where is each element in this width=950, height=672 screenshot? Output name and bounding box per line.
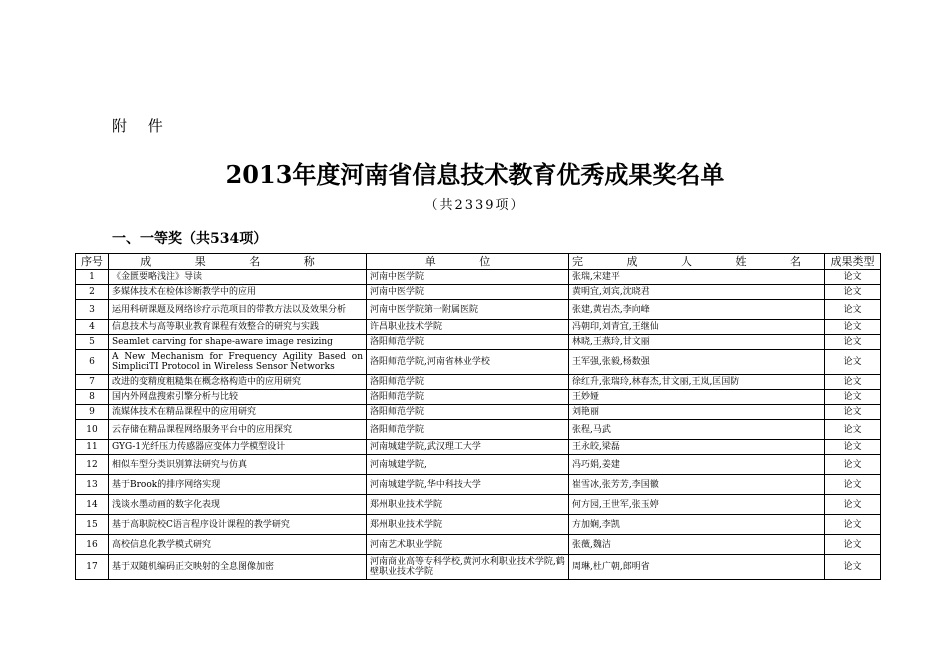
cell-title: 相似车型分类识别算法研究与仿真 (109, 455, 367, 475)
header-unit: 单 位 (367, 254, 569, 270)
cell-no: 2 (76, 285, 109, 300)
cell-type: 论文 (825, 455, 881, 475)
table-row (76, 535, 881, 555)
cell-authors: 张建,黄岩杰,李向峰 (569, 300, 825, 320)
cell-type: 论文 (825, 405, 881, 420)
cell-authors: 冯朝印,刘青宜,王继仙 (569, 320, 825, 335)
cell-title: GYG-1光纤压力传感器应变体力学模型设计 (109, 440, 367, 455)
cell-no: 17 (76, 555, 109, 580)
table-row (76, 390, 881, 405)
cell-title: 基于双随机编码正交映射的全息图像加密 (109, 555, 367, 580)
cell-unit: 河南中医学院 (367, 285, 569, 300)
cell-type: 论文 (825, 335, 881, 350)
table-row (76, 495, 881, 515)
cell-authors: 何方园,王世军,张玉婷 (569, 495, 825, 515)
cell-authors: 黄明宜,刘宾,沈晓君 (569, 285, 825, 300)
cell-no: 11 (76, 440, 109, 455)
cell-no: 12 (76, 455, 109, 475)
cell-no: 5 (76, 335, 109, 350)
cell-authors: 王妙娅 (569, 390, 825, 405)
cell-type: 论文 (825, 515, 881, 535)
table-row (76, 320, 881, 335)
cell-type: 论文 (825, 300, 881, 320)
cell-no: 10 (76, 420, 109, 440)
cell-unit: 洛阳师范学院 (367, 420, 569, 440)
cell-no: 7 (76, 375, 109, 390)
table-header-row (76, 254, 881, 270)
cell-title: A New Mechanism for Frequency Agility Based on SimpliciTI Protocol in Wireless Sensor Networks (109, 350, 367, 375)
cell-unit: 洛阳师范学院 (367, 335, 569, 350)
cell-title: 基于Brook的排序网络实现 (109, 475, 367, 495)
cell-no: 3 (76, 300, 109, 320)
cell-authors: 徐红升,张瑞玲,林春杰,甘文丽,王岚,匡国防 (569, 375, 825, 390)
cell-title: 《金匮要略浅注》导读 (109, 270, 367, 285)
cell-type: 论文 (825, 535, 881, 555)
cell-authors: 冯巧娟,姜建 (569, 455, 825, 475)
table-row (76, 335, 881, 350)
cell-authors: 张瑞,宋建平 (569, 270, 825, 285)
cell-type: 论文 (825, 390, 881, 405)
header-no: 序号 (76, 254, 109, 270)
cell-title: 基于高职院校C语言程序设计课程的教学研究 (109, 515, 367, 535)
table-row (76, 475, 881, 495)
cell-unit: 洛阳师范学院 (367, 390, 569, 405)
cell-unit: 郑州职业技术学院 (367, 495, 569, 515)
cell-authors: 王军强,张毅,杨数强 (569, 350, 825, 375)
cell-unit: 洛阳师范学院 (367, 405, 569, 420)
cell-no: 16 (76, 535, 109, 555)
cell-unit: 许昌职业技术学院 (367, 320, 569, 335)
cell-unit: 洛阳师范学院,河南省林业学校 (367, 350, 569, 375)
table-row (76, 285, 881, 300)
cell-authors: 张薇,魏洁 (569, 535, 825, 555)
cell-no: 1 (76, 270, 109, 285)
table-row (76, 405, 881, 420)
header-type: 成果类型 (825, 254, 881, 270)
cell-type: 论文 (825, 320, 881, 335)
cell-no: 14 (76, 495, 109, 515)
cell-authors: 林晓,王燕玲,甘文丽 (569, 335, 825, 350)
cell-title: 改进的变精度粗糙集在概念格构造中的应用研究 (109, 375, 367, 390)
cell-unit: 河南中医学院第一附属医院 (367, 300, 569, 320)
cell-authors: 崔雪冰,张芳芳,李国徽 (569, 475, 825, 495)
cell-no: 9 (76, 405, 109, 420)
cell-unit: 河南中医学院 (367, 270, 569, 285)
cell-unit: 河南城建学院, (367, 455, 569, 475)
header-title: 成 果 名 称 (109, 254, 367, 270)
cell-type: 论文 (825, 270, 881, 285)
cell-authors: 方加娴,李凯 (569, 515, 825, 535)
document-title: 2013年度河南省信息技术教育优秀成果奖名单 (225, 160, 725, 189)
cell-type: 论文 (825, 350, 881, 375)
document-subtitle: （共2339项） (424, 198, 526, 213)
header-authors: 完 成 人 姓 名 (569, 254, 825, 270)
cell-authors: 刘艳丽 (569, 405, 825, 420)
cell-title: Seamlet carving for shape-aware image resizing (109, 335, 367, 350)
table-row (76, 350, 881, 375)
attachment-label: 附 件 (112, 117, 171, 135)
cell-unit: 河南城建学院,华中科技大学 (367, 475, 569, 495)
cell-title: 浅谈水墨动画的数字化表现 (109, 495, 367, 515)
cell-unit: 洛阳师范学院 (367, 375, 569, 390)
table-row (76, 515, 881, 535)
cell-unit: 河南城建学院,武汉理工大学 (367, 440, 569, 455)
cell-type: 论文 (825, 420, 881, 440)
table-row (76, 270, 881, 285)
cell-unit: 郑州职业技术学院 (367, 515, 569, 535)
table-row (76, 455, 881, 475)
cell-type: 论文 (825, 555, 881, 580)
section-heading: 一、一等奖（共534项） (112, 231, 268, 247)
cell-title: 高校信息化教学模式研究 (109, 535, 367, 555)
table-row (76, 375, 881, 390)
cell-unit: 河南艺术职业学院 (367, 535, 569, 555)
table-row (76, 300, 881, 320)
cell-no: 6 (76, 350, 109, 375)
cell-authors: 王永皎,梁磊 (569, 440, 825, 455)
cell-title: 云存储在精品课程网络服务平台中的应用探究 (109, 420, 367, 440)
cell-type: 论文 (825, 475, 881, 495)
cell-no: 13 (76, 475, 109, 495)
cell-title: 多媒体技术在检体诊断教学中的应用 (109, 285, 367, 300)
cell-unit: 河南商业高等专科学校,黄河水利职业技术学院,鹤壁职业技术学院 (367, 555, 569, 580)
cell-title: 国内外网盘搜索引擎分析与比较 (109, 390, 367, 405)
cell-title: 信息技术与高等职业教育课程有效整合的研究与实践 (109, 320, 367, 335)
table-row (76, 420, 881, 440)
table-row (76, 440, 881, 455)
cell-type: 论文 (825, 375, 881, 390)
cell-authors: 周琳,杜广朝,郎明省 (569, 555, 825, 580)
cell-title: 运用科研课题及网络诊疗示范项目的带教方法以及效果分析 (109, 300, 367, 320)
cell-title: 流媒体技术在精品课程中的应用研究 (109, 405, 367, 420)
cell-type: 论文 (825, 285, 881, 300)
cell-type: 论文 (825, 440, 881, 455)
cell-no: 8 (76, 390, 109, 405)
awards-table (75, 253, 881, 580)
cell-no: 15 (76, 515, 109, 535)
table-row (76, 555, 881, 580)
cell-no: 4 (76, 320, 109, 335)
cell-authors: 张程,马武 (569, 420, 825, 440)
cell-type: 论文 (825, 495, 881, 515)
